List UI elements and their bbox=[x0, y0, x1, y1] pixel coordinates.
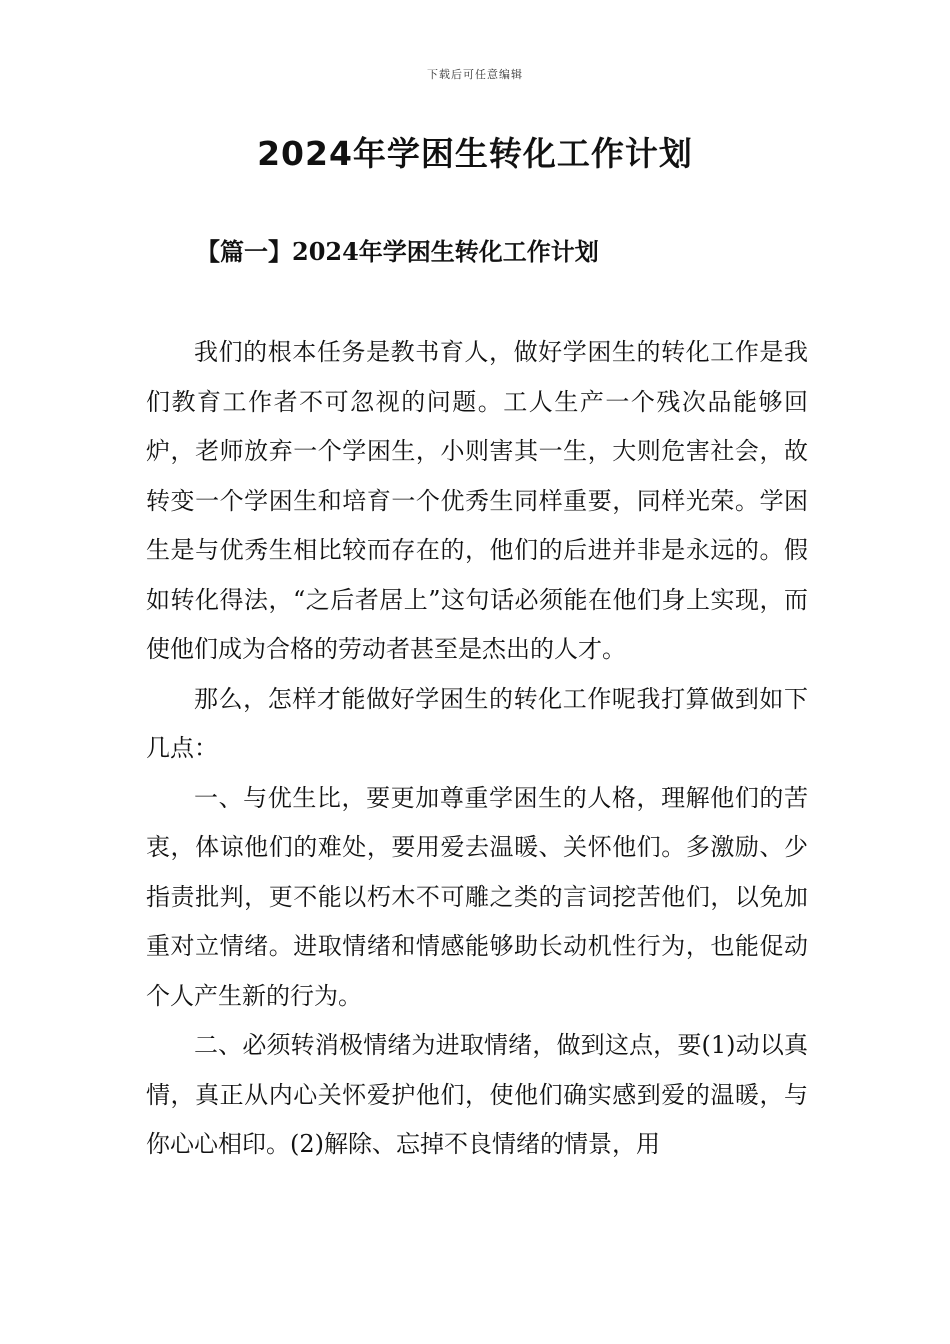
section-heading: 【篇一】2024年学困生转化工作计划 bbox=[196, 237, 599, 266]
paragraph: 我们的根本任务是教书育人，做好学困生的转化工作是我们教育工作者不可忽视的问题。工人生产一个残次品能够回炉，老师放弃一个学困生，小则害其一生，大则危害社会，故转变一个学困生和培育一个优秀生同样重要，同样光荣。学困生是与优秀生相比较而存在的，他们的后进并非是永远的。假如转化得法，“之后者居上”这句话必须能在他们身上实现，而使他们成为合格的劳动者甚至是杰出的人才。 bbox=[146, 338, 808, 663]
paragraph: 一、与优生比，要更加尊重学困生的人格，理解他们的苦衷，体谅他们的难处，要用爱去温暖、关怀他们。多激励、少指责批判，更不能以朽木不可雕之类的言词挖苦他们，以免加重对立情绪。进取情绪和情感能够助长动机性行为，也能促动个人产生新的行为。 bbox=[146, 783, 808, 1010]
paragraph: 那么，怎样才能做好学困生的转化工作呢我打算做到如下几点： bbox=[146, 684, 808, 762]
document-title: 2024年学困生转化工作计划 bbox=[257, 134, 693, 173]
document-body bbox=[146, 328, 808, 1170]
paragraph: 二、必须转消极情绪为进取情绪，做到这点，要(1)动以真情，真正从内心关怀爱护他们，使他们确实感到爱的温暖，与你心心相印。(2)解除、忘掉不良情绪的情景，用 bbox=[146, 1031, 808, 1158]
page-header-note: 下载后可任意编辑 bbox=[427, 68, 523, 81]
